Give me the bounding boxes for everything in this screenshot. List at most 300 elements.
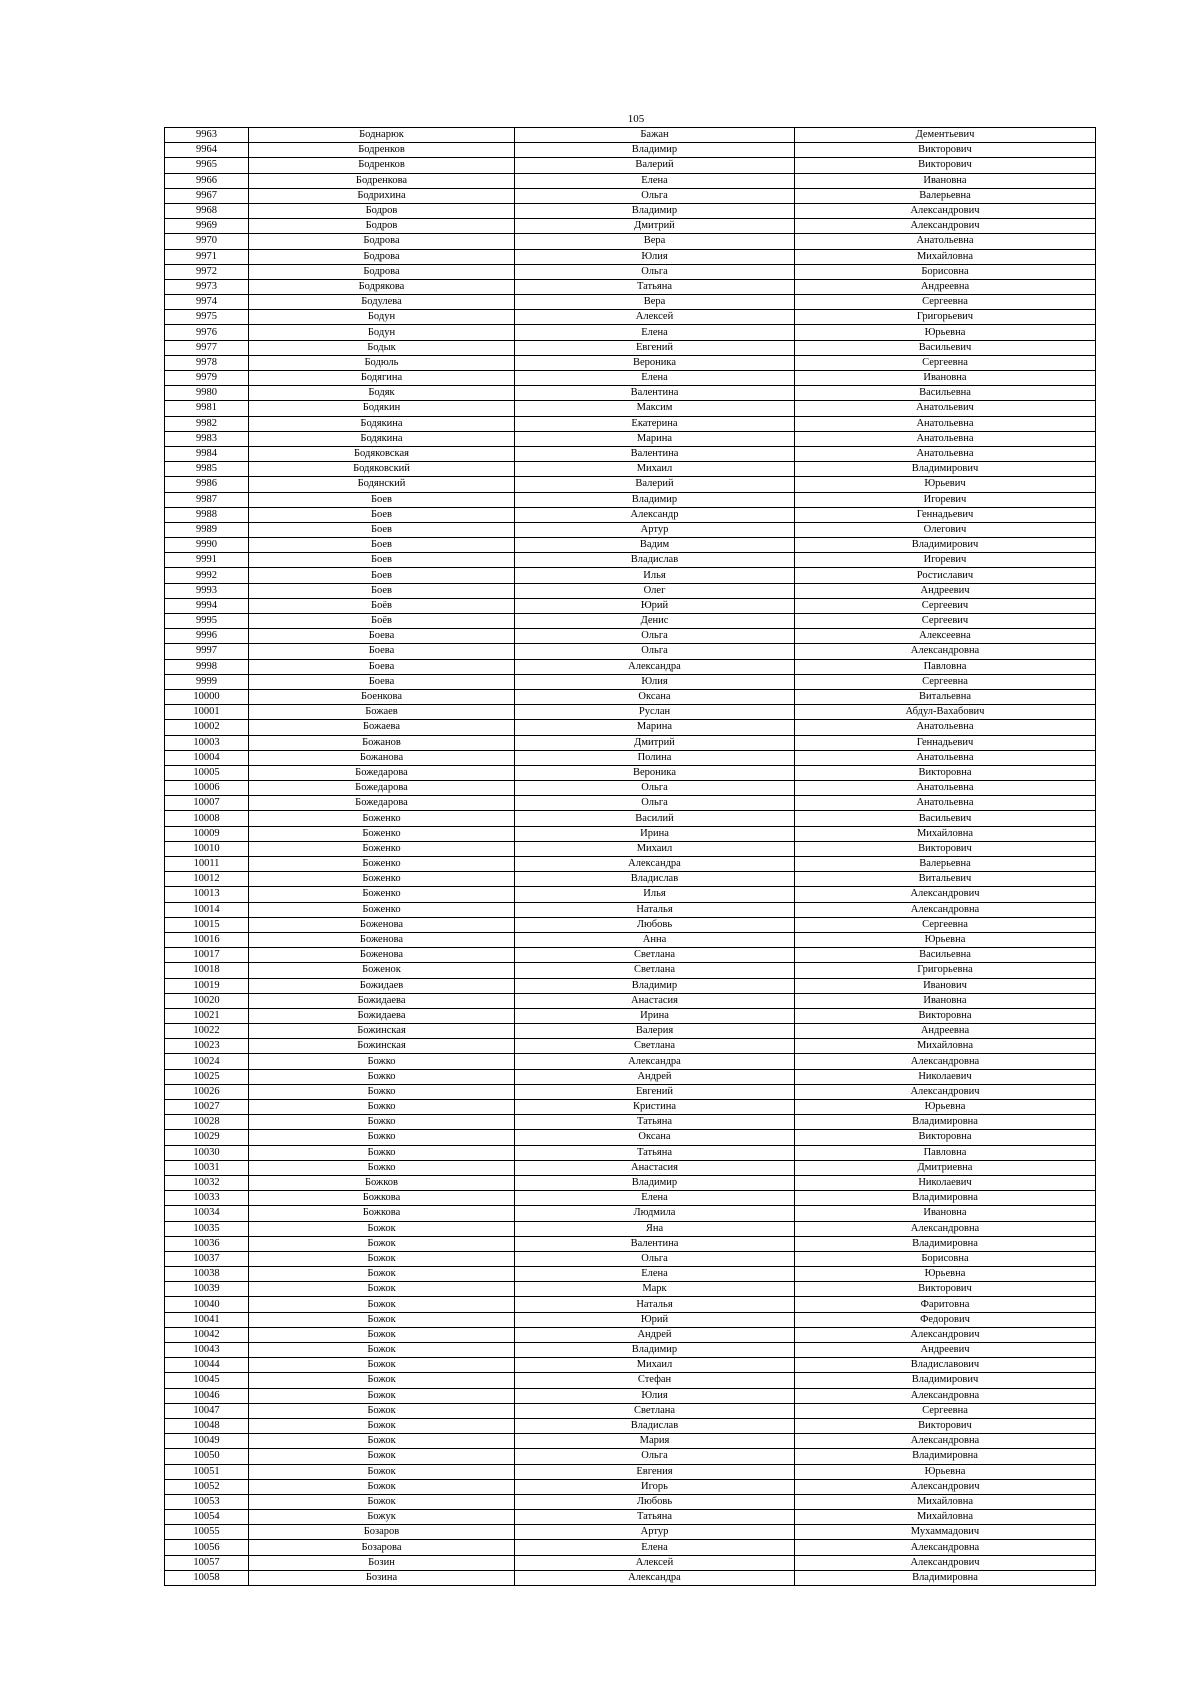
first-name-cell: Александр: [515, 507, 795, 522]
last-name-cell: Божок: [249, 1267, 515, 1282]
patronymic-cell: Павловна: [795, 659, 1096, 674]
record-number-cell: 10026: [165, 1084, 249, 1099]
table-row: [165, 932, 1096, 947]
last-name-cell: Боева: [249, 644, 515, 659]
table-row: [165, 1054, 1096, 1069]
first-name-cell: Марк: [515, 1282, 795, 1297]
patronymic-cell: Юрьевна: [795, 1267, 1096, 1282]
last-name-cell: Бодров: [249, 219, 515, 234]
last-name-cell: Боженова: [249, 948, 515, 963]
patronymic-cell: Сергеевна: [795, 674, 1096, 689]
table-row: [165, 143, 1096, 158]
last-name-cell: Бодык: [249, 340, 515, 355]
table-row: [165, 1403, 1096, 1418]
record-number-cell: 10023: [165, 1039, 249, 1054]
table-row: [165, 629, 1096, 644]
table-row: [165, 416, 1096, 431]
table-row: [165, 841, 1096, 856]
last-name-cell: Бодулева: [249, 295, 515, 310]
table-row: [165, 1510, 1096, 1525]
patronymic-cell: Игоревич: [795, 553, 1096, 568]
page-number: 105: [627, 113, 645, 125]
table-row: [165, 264, 1096, 279]
table-row: [165, 1115, 1096, 1130]
record-number-cell: 10014: [165, 902, 249, 917]
last-name-cell: Боженова: [249, 917, 515, 932]
first-name-cell: Александра: [515, 857, 795, 872]
first-name-cell: Дмитрий: [515, 735, 795, 750]
last-name-cell: Бодров: [249, 203, 515, 218]
first-name-cell: Любовь: [515, 1494, 795, 1509]
last-name-cell: Божок: [249, 1312, 515, 1327]
last-name-cell: Боженко: [249, 902, 515, 917]
first-name-cell: Марина: [515, 431, 795, 446]
record-number-cell: 10031: [165, 1160, 249, 1175]
patronymic-cell: Григорьевич: [795, 310, 1096, 325]
patronymic-cell: Юрьевна: [795, 1100, 1096, 1115]
table-row: [165, 705, 1096, 720]
last-name-cell: Боева: [249, 659, 515, 674]
table-row: [165, 446, 1096, 461]
record-number-cell: 10030: [165, 1145, 249, 1160]
table-row: [165, 325, 1096, 340]
table-row: [165, 128, 1096, 143]
last-name-cell: Божедарова: [249, 796, 515, 811]
first-name-cell: Денис: [515, 614, 795, 629]
patronymic-cell: Викторович: [795, 1418, 1096, 1433]
last-name-cell: Божанов: [249, 735, 515, 750]
table-row: [165, 1540, 1096, 1555]
last-name-cell: Божок: [249, 1464, 515, 1479]
table-row: [165, 462, 1096, 477]
table-row: [165, 1236, 1096, 1251]
patronymic-cell: Анатольевна: [795, 431, 1096, 446]
record-number-cell: 10052: [165, 1479, 249, 1494]
last-name-cell: Бодяк: [249, 386, 515, 401]
patronymic-cell: Васильевна: [795, 948, 1096, 963]
first-name-cell: Дмитрий: [515, 219, 795, 234]
table-row: [165, 522, 1096, 537]
table-row: [165, 1312, 1096, 1327]
last-name-cell: Боенкова: [249, 689, 515, 704]
last-name-cell: Божко: [249, 1130, 515, 1145]
last-name-cell: Божок: [249, 1479, 515, 1494]
record-number-cell: 9968: [165, 203, 249, 218]
first-name-cell: Артур: [515, 522, 795, 537]
record-number-cell: 9982: [165, 416, 249, 431]
first-name-cell: Юрий: [515, 1312, 795, 1327]
patronymic-cell: Викторович: [795, 143, 1096, 158]
patronymic-cell: Александрович: [795, 1479, 1096, 1494]
table-row: [165, 173, 1096, 188]
last-name-cell: Боев: [249, 492, 515, 507]
patronymic-cell: Дмитриевна: [795, 1160, 1096, 1175]
patronymic-cell: Фаритовна: [795, 1297, 1096, 1312]
first-name-cell: Ольга: [515, 644, 795, 659]
table-row: [165, 811, 1096, 826]
record-number-cell: 9997: [165, 644, 249, 659]
last-name-cell: Бодянский: [249, 477, 515, 492]
patronymic-cell: Юрьевна: [795, 932, 1096, 947]
table-row: [165, 689, 1096, 704]
patronymic-cell: Владимирович: [795, 1373, 1096, 1388]
patronymic-cell: Борисовна: [795, 264, 1096, 279]
last-name-cell: Божок: [249, 1449, 515, 1464]
patronymic-cell: Сергеевич: [795, 598, 1096, 613]
patronymic-cell: Сергеевна: [795, 295, 1096, 310]
record-number-cell: 9969: [165, 219, 249, 234]
last-name-cell: Боев: [249, 538, 515, 553]
patronymic-cell: Михайловна: [795, 826, 1096, 841]
patronymic-cell: Николаевич: [795, 1069, 1096, 1084]
table-row: [165, 872, 1096, 887]
last-name-cell: Бодякина: [249, 431, 515, 446]
patronymic-cell: Владимировна: [795, 1115, 1096, 1130]
table-row: [165, 1434, 1096, 1449]
patronymic-cell: Владимировна: [795, 1449, 1096, 1464]
table-row: [165, 1449, 1096, 1464]
last-name-cell: Божок: [249, 1373, 515, 1388]
record-number-cell: 10017: [165, 948, 249, 963]
table-row: [165, 1008, 1096, 1023]
first-name-cell: Ольга: [515, 188, 795, 203]
last-name-cell: Боев: [249, 507, 515, 522]
record-number-cell: 10013: [165, 887, 249, 902]
record-number-cell: 9967: [165, 188, 249, 203]
first-name-cell: Ольга: [515, 264, 795, 279]
patronymic-cell: Ивановна: [795, 1206, 1096, 1221]
table-row: [165, 340, 1096, 355]
record-number-cell: 10020: [165, 993, 249, 1008]
first-name-cell: Ирина: [515, 1008, 795, 1023]
record-number-cell: 9996: [165, 629, 249, 644]
record-number-cell: 10055: [165, 1525, 249, 1540]
patronymic-cell: Александрович: [795, 1084, 1096, 1099]
last-name-cell: Божаев: [249, 705, 515, 720]
patronymic-cell: Витальевич: [795, 872, 1096, 887]
first-name-cell: Стефан: [515, 1373, 795, 1388]
record-number-cell: 10006: [165, 781, 249, 796]
last-name-cell: Божок: [249, 1297, 515, 1312]
table-row: [165, 279, 1096, 294]
record-number-cell: 10057: [165, 1555, 249, 1570]
patronymic-cell: Владиславович: [795, 1358, 1096, 1373]
first-name-cell: Ольга: [515, 796, 795, 811]
patronymic-cell: Викторовна: [795, 1130, 1096, 1145]
record-number-cell: 10008: [165, 811, 249, 826]
record-number-cell: 9986: [165, 477, 249, 492]
record-number-cell: 9964: [165, 143, 249, 158]
record-number-cell: 10049: [165, 1434, 249, 1449]
table-row: [165, 1570, 1096, 1585]
last-name-cell: Божко: [249, 1145, 515, 1160]
table-row: [165, 857, 1096, 872]
patronymic-cell: Геннадьевич: [795, 735, 1096, 750]
record-number-cell: 10050: [165, 1449, 249, 1464]
patronymic-cell: Анатольевна: [795, 750, 1096, 765]
last-name-cell: Божок: [249, 1494, 515, 1509]
record-number-cell: 10054: [165, 1510, 249, 1525]
patronymic-cell: Анатольевна: [795, 416, 1096, 431]
last-name-cell: Божкова: [249, 1191, 515, 1206]
patronymic-cell: Владимирович: [795, 462, 1096, 477]
patronymic-cell: Ивановна: [795, 993, 1096, 1008]
last-name-cell: Божок: [249, 1236, 515, 1251]
first-name-cell: Евгений: [515, 1084, 795, 1099]
patronymic-cell: Геннадьевич: [795, 507, 1096, 522]
patronymic-cell: Михайловна: [795, 1510, 1096, 1525]
table-row: [165, 1373, 1096, 1388]
record-number-cell: 10018: [165, 963, 249, 978]
record-number-cell: 9963: [165, 128, 249, 143]
table-row: [165, 659, 1096, 674]
record-number-cell: 9989: [165, 522, 249, 537]
record-number-cell: 9995: [165, 614, 249, 629]
first-name-cell: Наталья: [515, 1297, 795, 1312]
record-number-cell: 10027: [165, 1100, 249, 1115]
table-row: [165, 568, 1096, 583]
record-number-cell: 10053: [165, 1494, 249, 1509]
first-name-cell: Валерий: [515, 158, 795, 173]
last-name-cell: Божок: [249, 1327, 515, 1342]
record-number-cell: 10009: [165, 826, 249, 841]
first-name-cell: Илья: [515, 887, 795, 902]
record-number-cell: 10012: [165, 872, 249, 887]
record-number-cell: 9985: [165, 462, 249, 477]
patronymic-cell: Владимировна: [795, 1191, 1096, 1206]
first-name-cell: Илья: [515, 568, 795, 583]
table-row: [165, 1191, 1096, 1206]
first-name-cell: Алексей: [515, 310, 795, 325]
first-name-cell: Владислав: [515, 872, 795, 887]
last-name-cell: Бодренков: [249, 143, 515, 158]
table-row: [165, 826, 1096, 841]
last-name-cell: Боженко: [249, 811, 515, 826]
record-number-cell: 9970: [165, 234, 249, 249]
first-name-cell: Вера: [515, 295, 795, 310]
first-name-cell: Анастасия: [515, 1160, 795, 1175]
table-row: [165, 887, 1096, 902]
patronymic-cell: Сергеевна: [795, 1403, 1096, 1418]
record-number-cell: 10032: [165, 1175, 249, 1190]
first-name-cell: Вадим: [515, 538, 795, 553]
patronymic-cell: Анатольевна: [795, 446, 1096, 461]
patronymic-cell: Александрович: [795, 219, 1096, 234]
last-name-cell: Боев: [249, 568, 515, 583]
record-number-cell: 9971: [165, 249, 249, 264]
first-name-cell: Татьяна: [515, 1115, 795, 1130]
first-name-cell: Василий: [515, 811, 795, 826]
table-row: [165, 1464, 1096, 1479]
first-name-cell: Бажан: [515, 128, 795, 143]
first-name-cell: Алексей: [515, 1555, 795, 1570]
patronymic-cell: Абдул-Вахабович: [795, 705, 1096, 720]
first-name-cell: Екатерина: [515, 416, 795, 431]
last-name-cell: Бодренков: [249, 158, 515, 173]
table-row: [165, 188, 1096, 203]
first-name-cell: Ольга: [515, 1449, 795, 1464]
patronymic-cell: Александровна: [795, 1221, 1096, 1236]
last-name-cell: Божок: [249, 1388, 515, 1403]
patronymic-cell: Мухаммадович: [795, 1525, 1096, 1540]
record-number-cell: 10043: [165, 1343, 249, 1358]
first-name-cell: Елена: [515, 1267, 795, 1282]
patronymic-cell: Анатольевна: [795, 796, 1096, 811]
record-number-cell: 9998: [165, 659, 249, 674]
last-name-cell: Божко: [249, 1054, 515, 1069]
last-name-cell: Бодюль: [249, 355, 515, 370]
record-number-cell: 10005: [165, 765, 249, 780]
patronymic-cell: Александровна: [795, 1434, 1096, 1449]
table-row: [165, 492, 1096, 507]
table-row: [165, 583, 1096, 598]
table-row: [165, 917, 1096, 932]
first-name-cell: Андрей: [515, 1069, 795, 1084]
table-row: [165, 553, 1096, 568]
first-name-cell: Ирина: [515, 826, 795, 841]
patronymic-cell: Александрович: [795, 1327, 1096, 1342]
table-row: [165, 431, 1096, 446]
patronymic-cell: Витальевна: [795, 689, 1096, 704]
first-name-cell: Максим: [515, 401, 795, 416]
table-row: [165, 1343, 1096, 1358]
last-name-cell: Бодяковский: [249, 462, 515, 477]
first-name-cell: Вероника: [515, 355, 795, 370]
patronymic-cell: Александровна: [795, 644, 1096, 659]
table-row: [165, 720, 1096, 735]
patronymic-cell: Андреевич: [795, 583, 1096, 598]
first-name-cell: Любовь: [515, 917, 795, 932]
table-row: [165, 993, 1096, 1008]
first-name-cell: Вера: [515, 234, 795, 249]
patronymic-cell: Ростиславич: [795, 568, 1096, 583]
last-name-cell: Божок: [249, 1358, 515, 1373]
table-row: [165, 674, 1096, 689]
last-name-cell: Божко: [249, 1084, 515, 1099]
table-row: [165, 781, 1096, 796]
first-name-cell: Юлия: [515, 1388, 795, 1403]
patronymic-cell: Андреевич: [795, 1343, 1096, 1358]
record-number-cell: 10044: [165, 1358, 249, 1373]
last-name-cell: Божидаева: [249, 993, 515, 1008]
record-number-cell: 10019: [165, 978, 249, 993]
last-name-cell: Боев: [249, 522, 515, 537]
patronymic-cell: Григорьевна: [795, 963, 1096, 978]
record-number-cell: 9980: [165, 386, 249, 401]
record-number-cell: 10004: [165, 750, 249, 765]
first-name-cell: Михаил: [515, 1358, 795, 1373]
last-name-cell: Бодренкова: [249, 173, 515, 188]
first-name-cell: Кристина: [515, 1100, 795, 1115]
first-name-cell: Александра: [515, 1054, 795, 1069]
record-number-cell: 9972: [165, 264, 249, 279]
table-row: [165, 1358, 1096, 1373]
first-name-cell: Артур: [515, 1525, 795, 1540]
last-name-cell: Бодун: [249, 325, 515, 340]
table-row: [165, 1160, 1096, 1175]
last-name-cell: Божко: [249, 1100, 515, 1115]
first-name-cell: Владимир: [515, 203, 795, 218]
table-row: [165, 477, 1096, 492]
last-name-cell: Божаева: [249, 720, 515, 735]
record-number-cell: 10022: [165, 1024, 249, 1039]
last-name-cell: Боёв: [249, 614, 515, 629]
last-name-cell: Боёв: [249, 598, 515, 613]
last-name-cell: Боженко: [249, 841, 515, 856]
last-name-cell: Бодун: [249, 310, 515, 325]
table-row: [165, 1175, 1096, 1190]
table-row: [165, 295, 1096, 310]
patronymic-cell: Николаевич: [795, 1175, 1096, 1190]
record-number-cell: 9984: [165, 446, 249, 461]
table-row: [165, 948, 1096, 963]
record-number-cell: 9987: [165, 492, 249, 507]
last-name-cell: Бодрова: [249, 264, 515, 279]
record-number-cell: 10039: [165, 1282, 249, 1297]
first-name-cell: Ольга: [515, 629, 795, 644]
first-name-cell: Владимир: [515, 978, 795, 993]
table-row: [165, 1130, 1096, 1145]
patronymic-cell: Владимирович: [795, 538, 1096, 553]
patronymic-cell: Сергеевна: [795, 917, 1096, 932]
first-name-cell: Михаил: [515, 841, 795, 856]
last-name-cell: Божок: [249, 1221, 515, 1236]
record-number-cell: 10046: [165, 1388, 249, 1403]
record-number-cell: 9983: [165, 431, 249, 446]
first-name-cell: Светлана: [515, 963, 795, 978]
record-number-cell: 10045: [165, 1373, 249, 1388]
record-number-cell: 9973: [165, 279, 249, 294]
first-name-cell: Владислав: [515, 553, 795, 568]
record-number-cell: 9990: [165, 538, 249, 553]
last-name-cell: Божедарова: [249, 781, 515, 796]
last-name-cell: Божко: [249, 1160, 515, 1175]
last-name-cell: Боженко: [249, 857, 515, 872]
record-number-cell: 10011: [165, 857, 249, 872]
last-name-cell: Бозарова: [249, 1540, 515, 1555]
record-number-cell: 10015: [165, 917, 249, 932]
last-name-cell: Боева: [249, 629, 515, 644]
first-name-cell: Елена: [515, 325, 795, 340]
last-name-cell: Бодрихина: [249, 188, 515, 203]
table-row: [165, 1418, 1096, 1433]
record-number-cell: 9977: [165, 340, 249, 355]
patronymic-cell: Васильевич: [795, 811, 1096, 826]
last-name-cell: Бодякина: [249, 416, 515, 431]
table-row: [165, 386, 1096, 401]
last-name-cell: Божок: [249, 1403, 515, 1418]
record-number-cell: 10042: [165, 1327, 249, 1342]
last-name-cell: Бодягина: [249, 371, 515, 386]
last-name-cell: Божок: [249, 1434, 515, 1449]
last-name-cell: Бодрова: [249, 234, 515, 249]
patronymic-cell: Васильевич: [795, 340, 1096, 355]
first-name-cell: Владимир: [515, 1343, 795, 1358]
table-row: [165, 750, 1096, 765]
first-name-cell: Людмила: [515, 1206, 795, 1221]
patronymic-cell: Олегович: [795, 522, 1096, 537]
patronymic-cell: Иванович: [795, 978, 1096, 993]
record-number-cell: 9988: [165, 507, 249, 522]
table-row: [165, 1100, 1096, 1115]
last-name-cell: Божанова: [249, 750, 515, 765]
table-row: [165, 249, 1096, 264]
patronymic-cell: Дементьевич: [795, 128, 1096, 143]
patronymic-cell: Анатольевна: [795, 781, 1096, 796]
first-name-cell: Валентина: [515, 386, 795, 401]
last-name-cell: Боженко: [249, 887, 515, 902]
first-name-cell: Александра: [515, 1570, 795, 1585]
